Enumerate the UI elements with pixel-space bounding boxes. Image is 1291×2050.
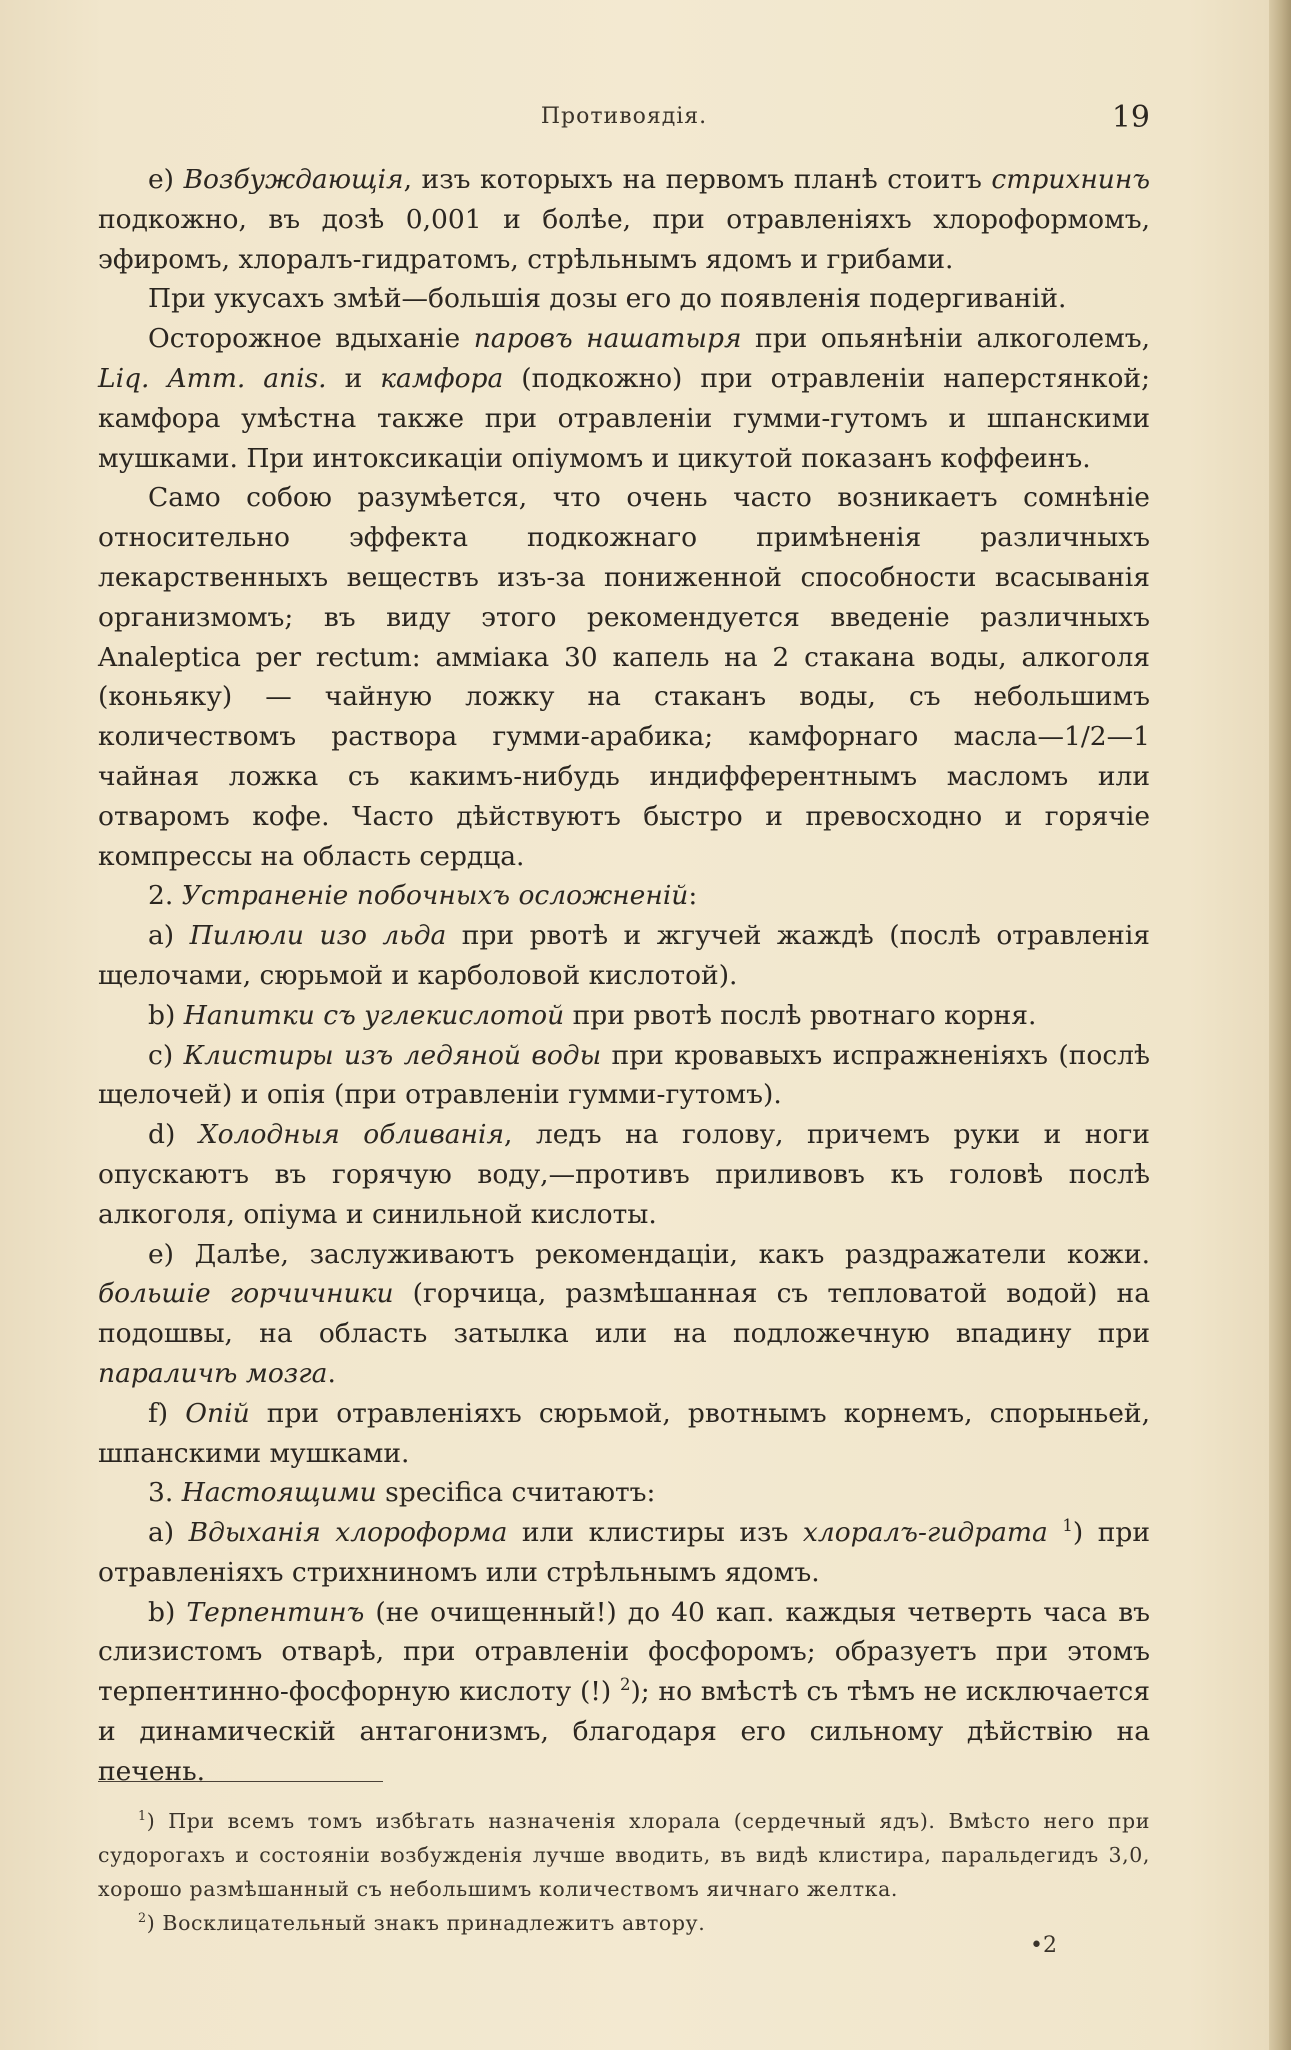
emphasis-text: Холодныя обливанія [198, 1119, 505, 1151]
text-run: (горчица, размѣшанная съ тепловатой водой) на подошвы, на область затылка или на подложечную впадину при [98, 1278, 1150, 1350]
text-run: 3. [148, 1477, 182, 1509]
text-run [1048, 1517, 1063, 1548]
text-run: ) при отравленіяхъ стрихниномъ или стрѣльнымъ ядомъ. [98, 1517, 1151, 1588]
signature-number: 2 [1042, 1933, 1057, 1958]
text-run: c) [148, 1039, 184, 1071]
emphasis-text: Терпентинъ [186, 1596, 365, 1628]
text-run: при рвотѣ и жгучей жаждѣ (послѣ отравленія щелочами, сюрьмой и карболовой кислотой). [98, 920, 1151, 991]
emphasis-text: Вдыханія хлороформа [188, 1517, 508, 1549]
emphasis-text: Опій [185, 1397, 250, 1429]
text-run: Само собою разумѣется, что очень часто возникаетъ сомнѣніе относительно эффекта подкожнаго примѣненія различныхъ лекарственныхъ веществъ изъ-за пониженной способности всасыванія организмомъ; въ виду этого рекомендуется введеніе различныхъ Analeptica per rectum: амміака 30 капель на 2 стакана воды, алкоголя (коньяку) — чайную ложку на стаканъ воды, съ небольшимъ количествомъ раствора гумми-арабика; камфорнаго масла— [98, 482, 1150, 753]
text-run: b) [148, 999, 184, 1031]
text-run: , изъ которыхъ на первомъ планѣ стоитъ [403, 164, 992, 195]
page-number: 19 [1111, 100, 1150, 135]
main-text [98, 160, 1150, 1792]
text-run: при опьянѣніи алкоголемъ, [741, 323, 1151, 355]
fraction: 1/2 [1063, 721, 1107, 753]
text-run: или клистиры изъ [507, 1517, 803, 1549]
footnote-text: ) При всемъ томъ избѣгать назначенія хлорала (сердечный ядъ). Вмѣсто него при судорогахъ и состояніи возбужденія лучше вводить, въ видѣ клистира, паральдегидъ 3,0, хорошо размѣшанный съ небольшимъ количествомъ яичнаго желтка. [98, 1809, 1150, 1901]
paragraph [98, 160, 1150, 279]
page-spine-edge [1269, 0, 1291, 2050]
paragraph [98, 916, 1150, 996]
paragraph [98, 876, 1150, 916]
emphasis-text: хлоралъ-гидрата [802, 1517, 1048, 1549]
footnote [98, 1804, 1150, 1906]
text-run: (не очищенный!) до 40 кап. каждыя четверть часа въ слизистомъ отварѣ, при отравленіи фосфоромъ; образуетъ при этомъ терпентинно-фосфорную кислоту (!) [98, 1596, 1151, 1708]
footnote [98, 1906, 1150, 1940]
text-run: ); но вмѣстѣ съ тѣмъ не исключается и динамическій антагонизмъ, благодаря его сильному дѣйствію на печень. [98, 1676, 1150, 1787]
paragraph [98, 1473, 1150, 1513]
emphasis-text: Устраненіе побочныхъ осложненій [181, 880, 689, 912]
emphasis-text: Liq. Amm. anis. [98, 362, 327, 394]
paragraph [98, 1036, 1150, 1116]
text-run: . [327, 1357, 336, 1389]
paragraph [98, 1235, 1150, 1394]
footnotes [98, 1804, 1150, 1940]
text-run: 2. [148, 880, 182, 912]
footnote-text: ) Восклицательный знакъ принадлежитъ автору. [146, 1911, 706, 1935]
text-run: подкожно, въ дозѣ 0,001 и болѣе, при отравленіяхъ хлороформомъ, эфиромъ, хлоралъ-гидратомъ, стрѣльнымъ ядомъ и грибами. [98, 203, 1150, 275]
text-run: Осторожное вдыханіе [148, 323, 474, 355]
paragraph [98, 319, 1150, 478]
page-header [98, 100, 1150, 140]
footnote-reference: 2 [619, 1675, 631, 1695]
footnote-marker: 2 [138, 1910, 147, 1926]
signature-dot: • [1030, 1933, 1043, 1958]
text-run: при кровавыхъ испражненіяхъ (послѣ щелочей) и опія (при отравленіи гумми-гутомъ). [98, 1039, 1150, 1111]
emphasis-text: Клистиры изъ ледяной воды [183, 1039, 602, 1071]
paragraph [98, 1115, 1150, 1234]
emphasis-text: параличѣ мозга [98, 1357, 328, 1389]
emphasis-text: большіе горчичники [98, 1278, 394, 1310]
paragraph [98, 1593, 1150, 1792]
emphasis-text: паровъ нашатыря [473, 323, 742, 355]
text-run: (подкожно) при отравленіи наперстянкой; камфора умѣстна также при отравленіи гумми-гутомъ и шпанскими мушками. При интоксикаціи опіумомъ и цикутой показанъ коффеинъ. [98, 362, 1150, 474]
text-run: : [688, 880, 698, 912]
text-run: b) [148, 1596, 187, 1628]
emphasis-text: стрихнинъ [991, 164, 1150, 195]
text-run: e) [148, 164, 184, 195]
text-run: a) [148, 920, 190, 952]
text-run: при отравленіяхъ сюрьмой, рвотнымъ корнемъ, спорыньей, шпанскими мушками. [98, 1397, 1151, 1469]
paragraph [98, 1513, 1150, 1593]
text-run: d) [148, 1119, 199, 1151]
text-run: e) Далѣе, заслуживаютъ рекомендаціи, какъ раздражатели кожи. [148, 1238, 1150, 1270]
text-run: , ледъ на голову, причемъ руки и ноги опускаютъ въ горячую воду,—противъ приливовъ къ головѣ послѣ алкоголя, опіума и синильной кислоты. [98, 1119, 1150, 1230]
signature-mark [1030, 1933, 1057, 1958]
text-run: a) [148, 1517, 189, 1549]
emphasis-text: Пилюли изо льда [189, 920, 447, 952]
footnote-reference: 1 [1062, 1516, 1073, 1536]
text-run: и [326, 362, 381, 394]
emphasis-text: Напитки съ углекислотой [183, 999, 565, 1031]
paragraph [98, 996, 1150, 1036]
footnote-marker: 1 [138, 1808, 147, 1824]
paragraph [98, 478, 1150, 876]
emphasis-text: Настоящими [181, 1477, 377, 1509]
footnote-rule [98, 1781, 383, 1782]
emphasis-text: Возбуждающія [183, 164, 404, 195]
emphasis-text: камфора [380, 362, 504, 394]
paragraph [98, 1394, 1150, 1474]
text-run: f) [148, 1397, 186, 1429]
paragraph [98, 279, 1150, 319]
text-run: specifica считаютъ: [376, 1477, 656, 1509]
text-run: При укусахъ змѣй—большія дозы его до появленія подергиваній. [148, 283, 1067, 315]
text-run: при рвотѣ послѣ рвотнаго корня. [564, 999, 1037, 1031]
running-title: Противоядія. [540, 104, 708, 129]
text-run: —1 чайная ложка съ какимъ-нибудь индифферентнымъ масломъ или отваромъ кофе. Часто дѣйствуютъ быстро и превосходно и горячіе компрессы на область сердца. [98, 721, 1150, 872]
